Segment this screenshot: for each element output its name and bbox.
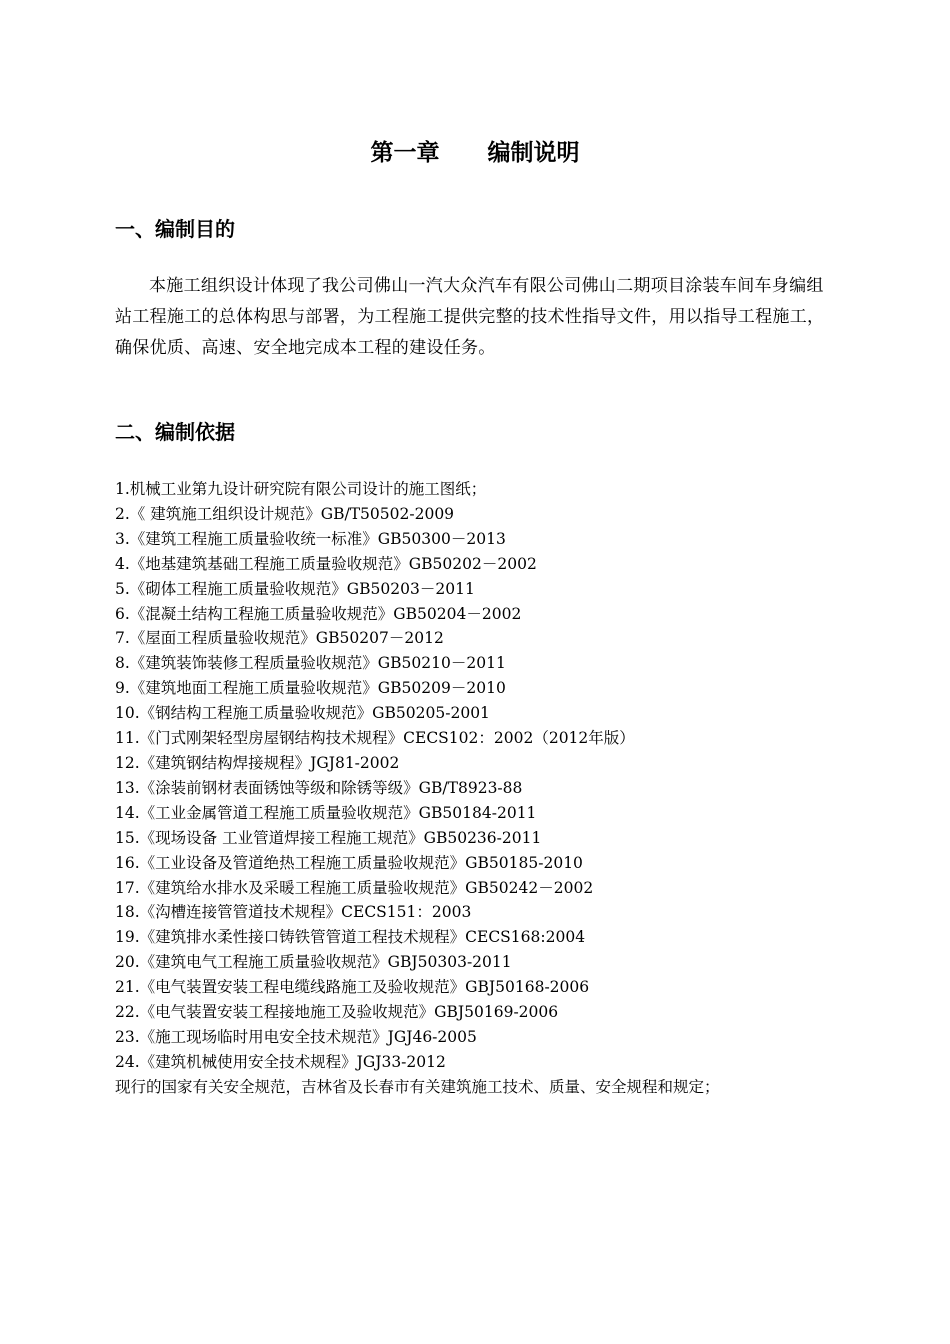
reference-item: 18.《沟槽连接管管道技术规程》CECS151：2003 xyxy=(115,903,472,922)
reference-item: 17.《建筑给水排水及采暖工程施工质量验收规范》GB50242－2002 xyxy=(115,878,594,897)
reference-item: 5.《砌体工程施工质量验收规范》GB50203－2011 xyxy=(115,579,475,598)
reference-item: 10.《钢结构工程施工质量验收规范》GB50205-2001 xyxy=(115,704,490,723)
reference-item: 12.《建筑钢结构焊接规程》JGJ81-2002 xyxy=(115,753,400,772)
reference-item: 14.《工业金属管道工程施工质量验收规范》GB50184-2011 xyxy=(115,803,537,822)
reference-item: 4.《地基建筑基础工程施工质量验收规范》GB50202－2002 xyxy=(115,554,537,573)
reference-item: 20.《建筑电气工程施工质量验收规范》GBJ50303-2011 xyxy=(115,953,512,972)
chapter-title: 第一章 编制说明 xyxy=(370,140,580,166)
reference-item: 21.《电气装置安装工程电缆线路施工及验收规范》GBJ50168-2006 xyxy=(115,978,590,997)
reference-item: 22.《电气装置安装工程接地施工及验收规范》GBJ50169-2006 xyxy=(115,1003,559,1022)
section-heading-basis: 二、编制依据 xyxy=(115,420,235,444)
reference-item: 13.《涂装前钢材表面锈蚀等级和除锈等级》GB/T8923-88 xyxy=(115,778,523,797)
purpose-paragraph: 本施工组织设计体现了我公司佛山一汽大众汽车有限公司佛山二期项目涂装车间车身编组站工程施工的总体构思与部署，为工程施工提供完整的技术性指导文件，用以指导工程施工，确保优质、高速、安全地完成本工程的建设任务。 xyxy=(115,276,825,358)
reference-item: 6.《混凝土结构工程施工质量验收规范》GB50204－2002 xyxy=(115,604,522,623)
reference-item: 8.《建筑装饰装修工程质量验收规范》GB50210－2011 xyxy=(115,654,506,673)
reference-item: 16.《工业设备及管道绝热工程施工质量验收规范》GB50185-2010 xyxy=(115,853,583,872)
reference-item: 11.《门式刚架轻型房屋钢结构技术规程》CECS102：2002（2012年版） xyxy=(115,729,635,748)
reference-list xyxy=(115,477,835,1100)
reference-item: 2.《 建筑施工组织设计规范》GB/T50502-2009 xyxy=(115,504,455,523)
reference-item: 24.《建筑机械使用安全技术规程》JGJ33-2012 xyxy=(115,1052,446,1071)
reference-item: 19.《建筑排水柔性接口铸铁管管道工程技术规程》CECS168:2004 xyxy=(115,928,586,947)
reference-item: 15.《现场设备 工业管道焊接工程施工规范》GB50236-2011 xyxy=(115,828,542,847)
reference-item: 23.《施工现场临时用电安全技术规范》JGJ46-2005 xyxy=(115,1027,477,1046)
closing-statement: 现行的国家有关安全规范，吉林省及长春市有关建筑施工技术、质量、安全规程和规定； xyxy=(115,1077,720,1096)
section-heading-purpose: 一、编制目的 xyxy=(115,217,235,241)
reference-item: 9.《建筑地面工程施工质量验收规范》GB50209－2010 xyxy=(115,679,506,698)
reference-item: 7.《屋面工程质量验收规范》GB50207－2012 xyxy=(115,629,444,648)
reference-item: 3.《建筑工程施工质量验收统一标准》GB50300－2013 xyxy=(115,529,506,548)
reference-item: 1.机械工业第九设计研究院有限公司设计的施工图纸； xyxy=(115,480,487,498)
